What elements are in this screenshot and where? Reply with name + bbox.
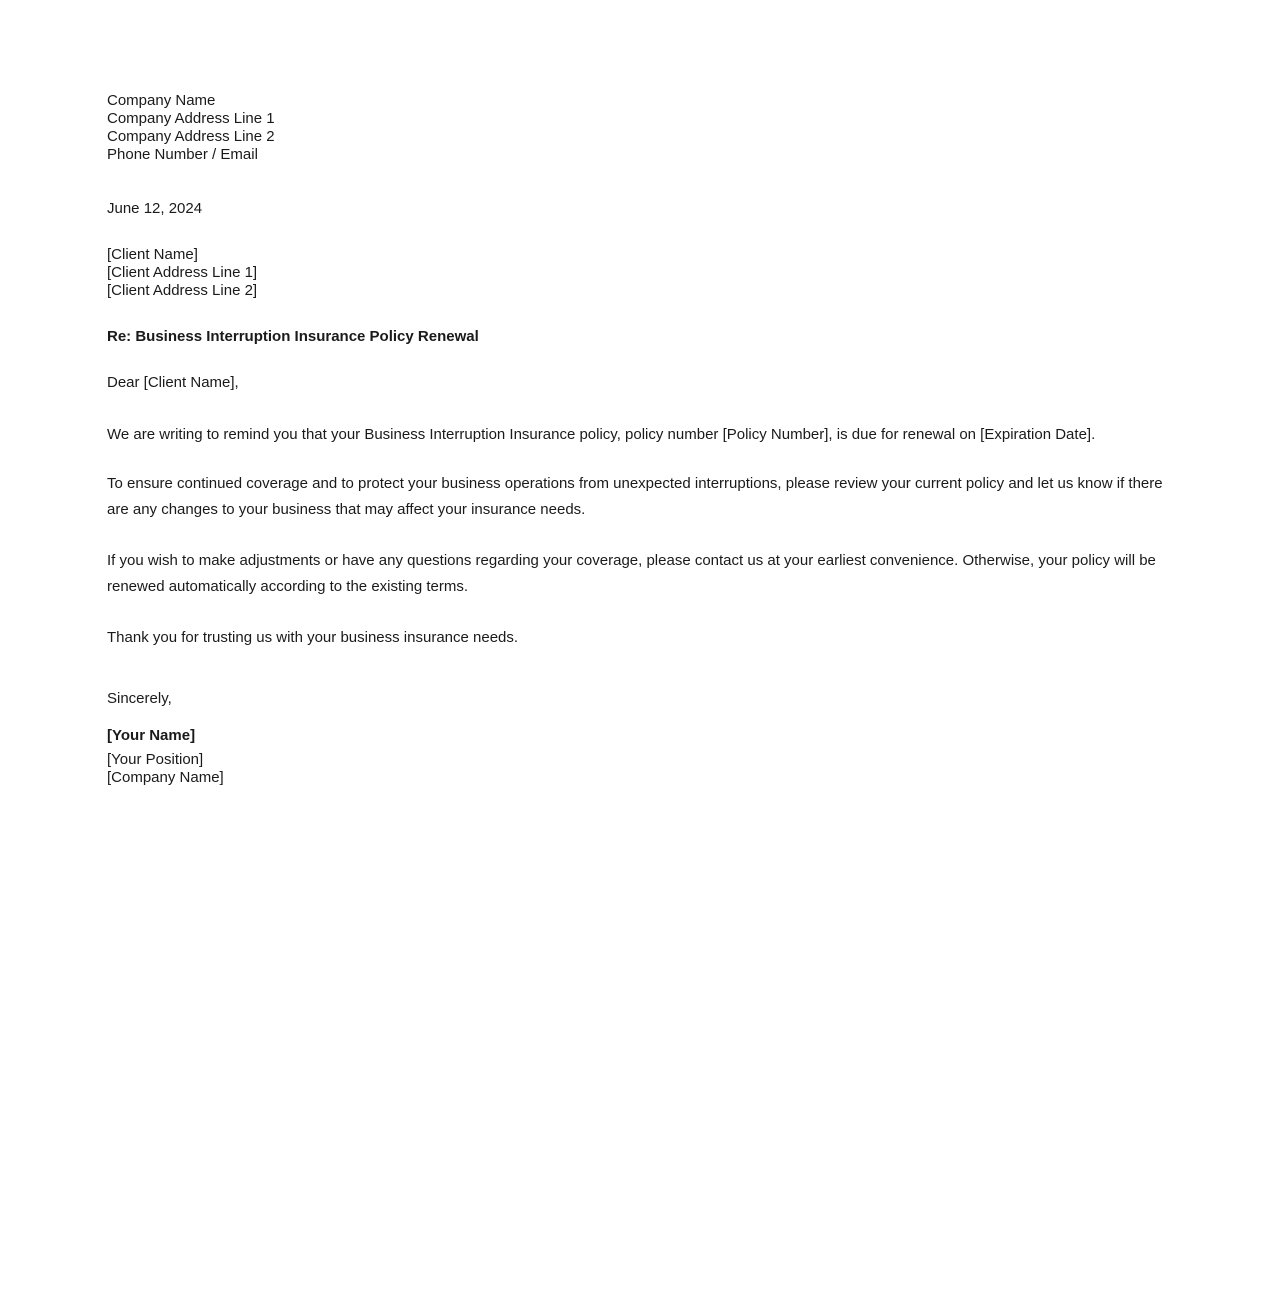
signature-details-block <box>107 751 1172 787</box>
body-paragraph-2: To ensure continued coverage and to protect your business operations from unexpected interruptions, please review your current policy and let us know if there are any changes to your business that may affect your insurance needs. <box>107 475 1163 518</box>
sender-address-line-1: Company Address Line 1 <box>107 110 275 127</box>
body-paragraph-3: If you wish to make adjustments or have any questions regarding your coverage, please contact us at your earliest convenience. Otherwise, your policy will be renewed automatically according to the existing terms. <box>107 552 1156 595</box>
letter-date: June 12, 2024 <box>107 200 203 217</box>
sender-phone-email: Phone Number / Email <box>107 146 258 163</box>
sender-address-line-2: Company Address Line 2 <box>107 128 275 145</box>
signature-company: [Company Name] <box>107 769 224 786</box>
salutation: Dear [Client Name], <box>107 374 239 391</box>
closing-phrase: Sincerely, <box>107 690 172 707</box>
signature-name: [Your Name] <box>107 727 196 744</box>
recipient-address-line-1: [Client Address Line 1] <box>107 264 258 281</box>
sender-company-name: Company Name <box>107 92 216 109</box>
recipient-address-block <box>107 246 1172 300</box>
recipient-name: [Client Name] <box>107 246 198 263</box>
body-paragraph-1: We are writing to remind you that your Business Interruption Insurance policy, policy number [Policy Number], is due for renewal on [Expiration Date]. <box>107 426 1096 443</box>
subject-line: Re: Business Interruption Insurance Policy Renewal <box>107 328 479 345</box>
recipient-address-line-2: [Client Address Line 2] <box>107 282 258 299</box>
sender-address-block <box>107 92 1172 164</box>
signature-position: [Your Position] <box>107 751 204 768</box>
body-paragraph-4: Thank you for trusting us with your business insurance needs. <box>107 629 519 646</box>
